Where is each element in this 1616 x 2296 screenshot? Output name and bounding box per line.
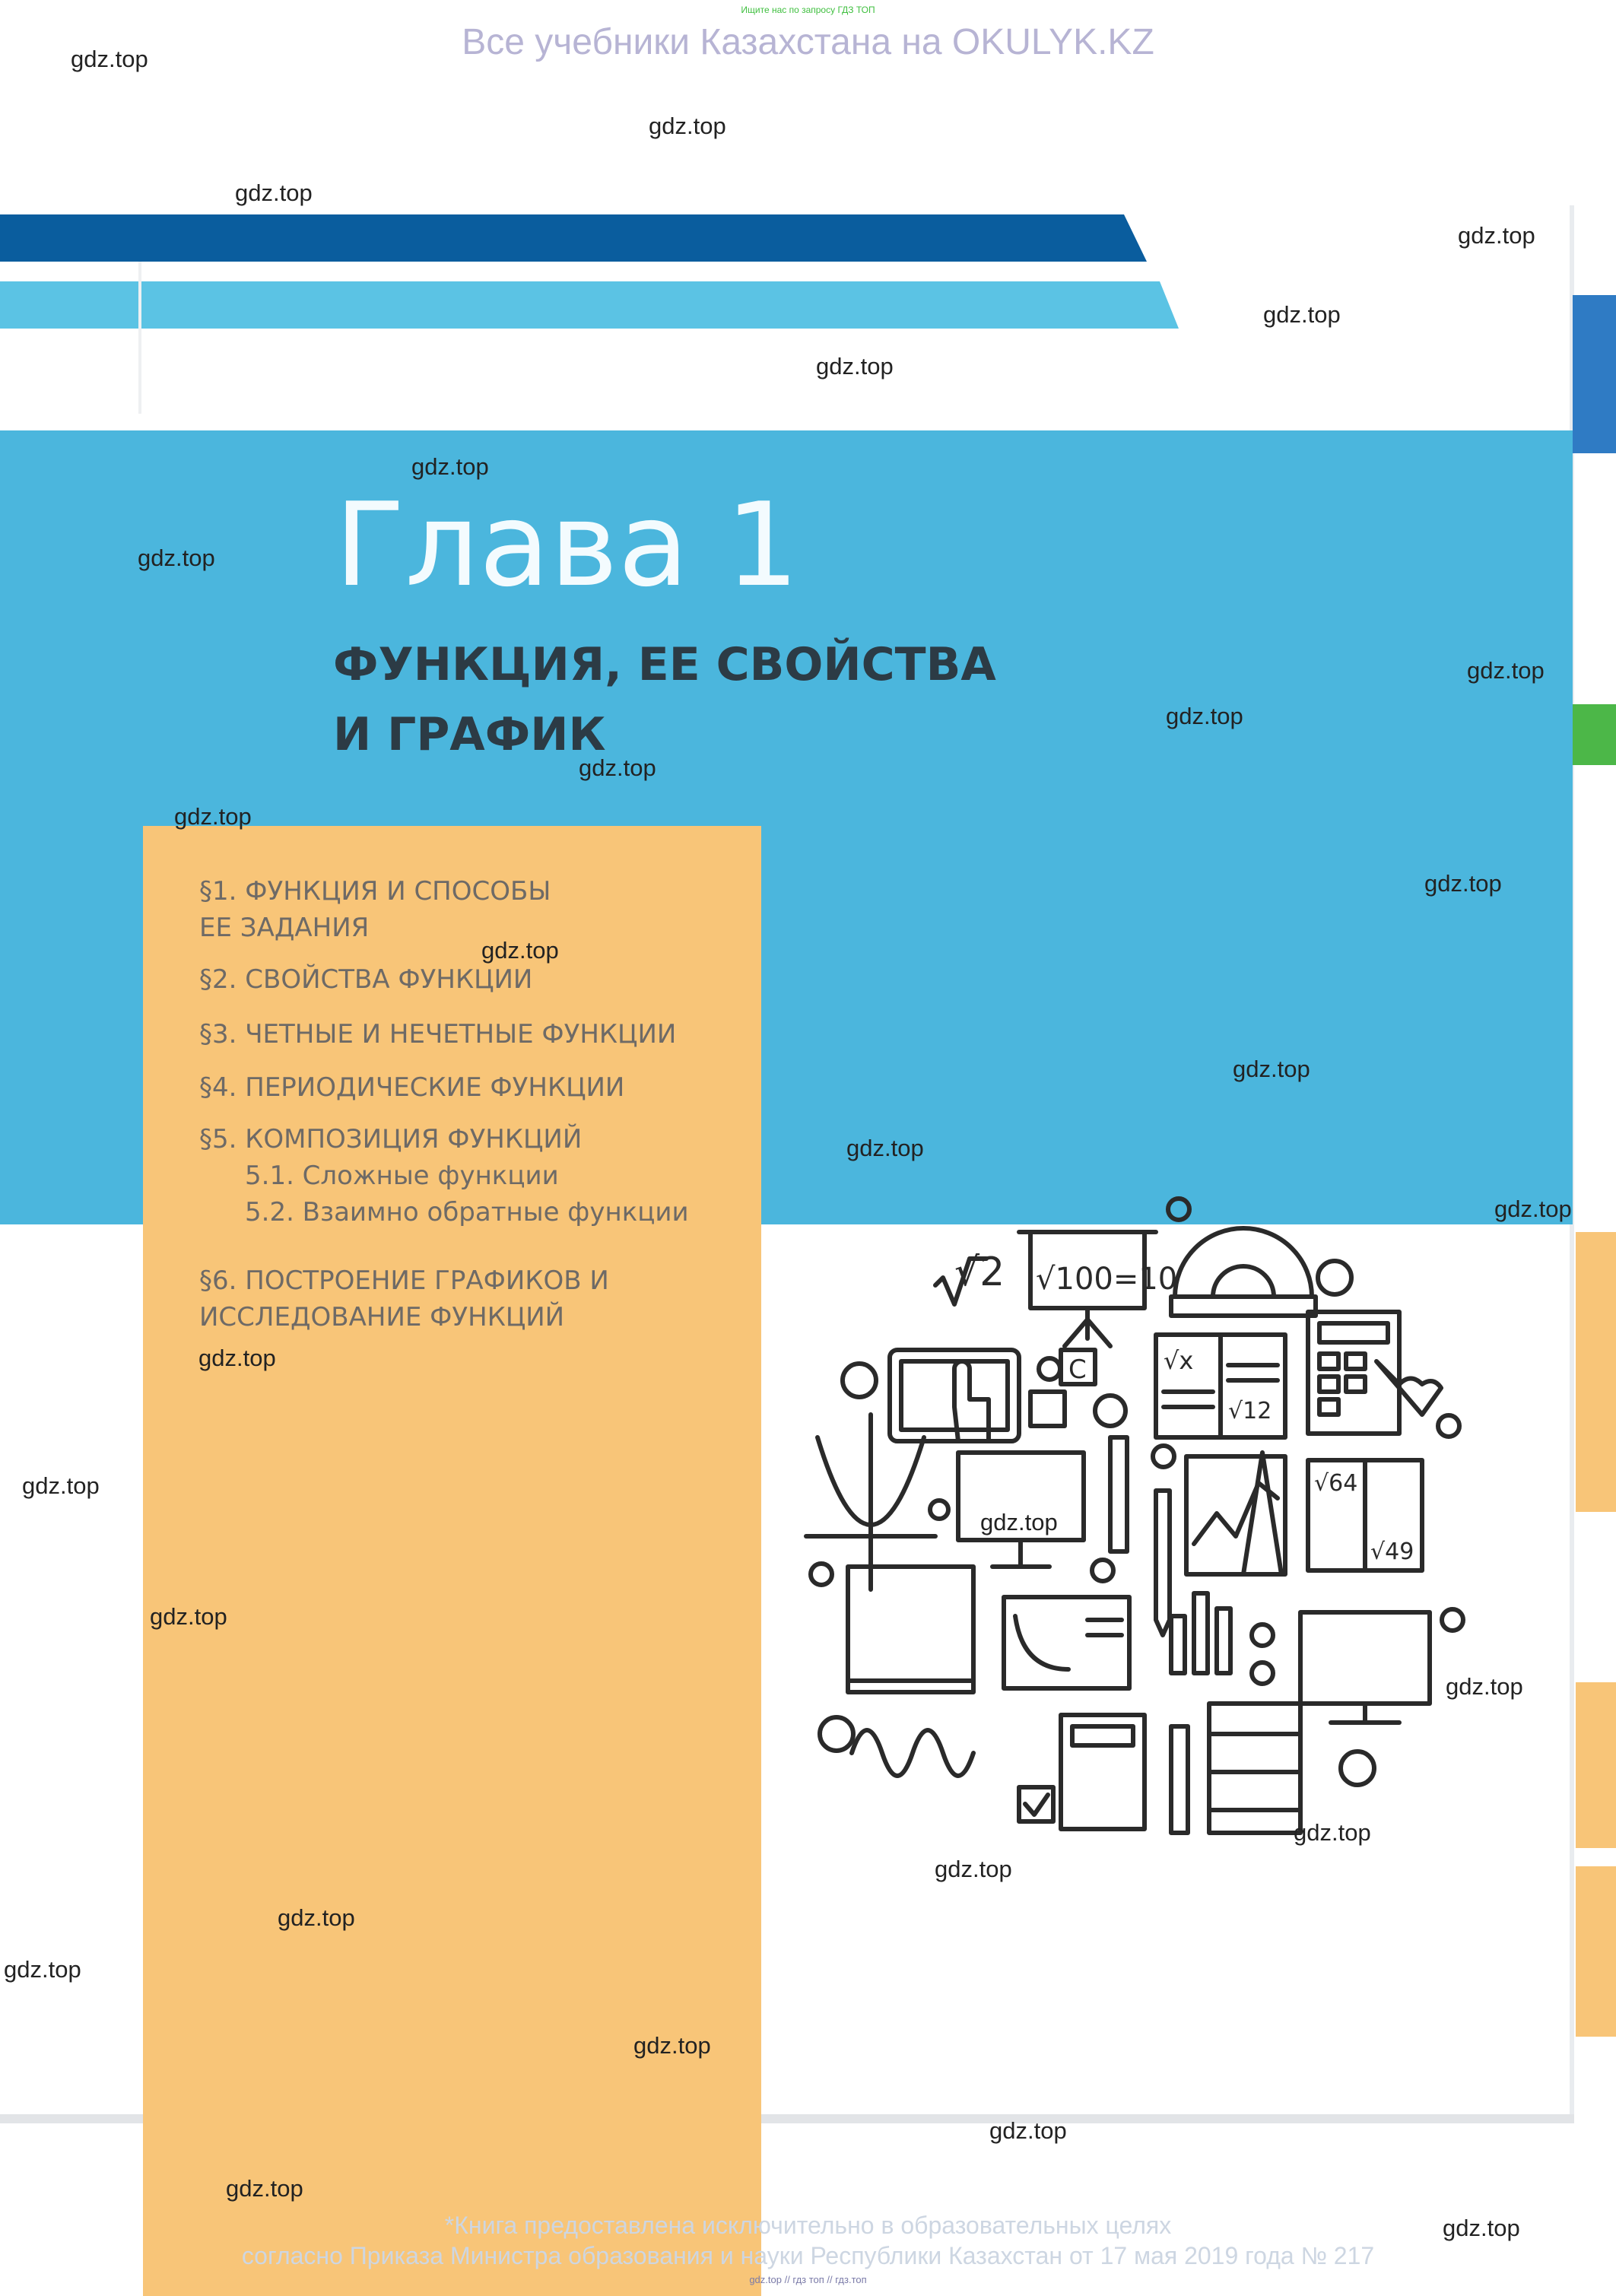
math-icons-illustration — [798, 1186, 1483, 1871]
circle-icon — [820, 1717, 853, 1751]
doc-icon — [1030, 1392, 1065, 1426]
side-tab-blue — [1573, 295, 1616, 453]
circle-icon — [1168, 1199, 1189, 1220]
watermark: gdz.top — [1263, 301, 1341, 328]
circle-icon — [1318, 1261, 1351, 1294]
chapter-subtitle-line1: ФУНКЦИЯ, ЕЕ СВОЙСТВА — [333, 638, 996, 691]
chapter-subtitle-line2: И ГРАФИК — [333, 708, 606, 761]
watermark: gdz.top — [649, 113, 726, 139]
abacus-icon — [1209, 1704, 1300, 1833]
circle-icon — [843, 1364, 876, 1397]
watermark: gdz.top — [174, 803, 252, 830]
dark-blue-stripe — [0, 214, 1147, 262]
watermark: gdz.top — [1467, 657, 1545, 684]
watermark: gdz.top — [935, 1856, 1012, 1882]
desktop-icon — [1300, 1612, 1430, 1704]
sqrt2-label: √2 — [954, 1250, 1005, 1295]
toc-item-3[interactable]: §3. ЧЕТНЫЕ И НЕЧЕТНЫЕ ФУНКЦИИ — [199, 1019, 677, 1050]
footer-line-1: *Книга предоставлена исключительно в образовательных целях — [444, 2212, 1172, 2239]
circle-icon — [1039, 1358, 1060, 1380]
circle-icon — [1095, 1396, 1125, 1426]
watermark: gdz.top — [633, 2032, 711, 2059]
circle-icon — [1252, 1662, 1273, 1684]
watermark: gdz.top — [1424, 870, 1502, 897]
watermark: gdz.top — [411, 453, 489, 480]
toc-item-4[interactable]: §4. ПЕРИОДИЧЕСКИЕ ФУНКЦИИ — [199, 1072, 625, 1103]
book-label-sqrt64: √64 — [1314, 1470, 1358, 1497]
watermark: gdz.top — [22, 1472, 100, 1499]
footer-links[interactable]: gdz.top // гдз топ // гдз.топ — [749, 2274, 867, 2285]
circle-icon — [930, 1500, 948, 1519]
laptop-icon — [848, 1567, 973, 1681]
book-label-sqrtx: √x — [1164, 1346, 1194, 1375]
toc-item-6[interactable]: §6. ПОСТРОЕНИЕ ГРАФИКОВ И ИССЛЕДОВАНИЕ ФУНКЦИЙ — [199, 1265, 609, 1332]
watermark: gdz.top — [226, 2175, 303, 2202]
circle-icon — [1153, 1446, 1174, 1467]
chapter-heading: Глава 1 — [335, 478, 799, 612]
circle-icon — [1442, 1609, 1463, 1631]
circle-icon — [811, 1564, 832, 1585]
toc-panel — [143, 826, 761, 2296]
watermark: gdz.top — [989, 2117, 1067, 2144]
book-label-sqrt49: √49 — [1370, 1539, 1414, 1565]
ruler-icon — [1171, 1726, 1188, 1833]
side-tab-orange-2 — [1576, 1682, 1616, 1848]
site-title[interactable]: Все учебники Казахстана на OKULYK.KZ — [462, 22, 1154, 62]
watermark: gdz.top — [1166, 703, 1243, 729]
watermark: gdz.top — [1494, 1196, 1572, 1222]
circle-icon — [1341, 1751, 1374, 1785]
watermark: gdz.top — [278, 1904, 355, 1931]
light-blue-stripe — [0, 281, 1179, 329]
watermark: gdz.top — [1294, 1819, 1371, 1846]
watermark: gdz.top — [1458, 222, 1535, 249]
toc-subitem-5-1[interactable]: 5.1. Сложные функции — [245, 1161, 559, 1191]
side-tab-orange-1 — [1576, 1232, 1616, 1512]
side-tab-orange-3 — [1576, 1866, 1616, 2037]
hand-icon — [1376, 1361, 1441, 1415]
book-label-sqrt12: √12 — [1228, 1398, 1272, 1424]
c-label: C — [1068, 1354, 1087, 1385]
side-tab-green — [1573, 704, 1616, 765]
toc-item-1[interactable]: §1. ФУНКЦИЯ И СПОСОБЫ ЕЕ ЗАДАНИЯ — [199, 876, 551, 943]
watermark: gdz.top — [1443, 2215, 1520, 2241]
toc-subitem-5-2[interactable]: 5.2. Взаимно обратные функции — [245, 1197, 689, 1227]
watermark: gdz.top — [150, 1603, 227, 1630]
circle-icon — [1092, 1560, 1113, 1581]
board-label: √100=10 — [1036, 1262, 1178, 1297]
ruler-icon — [1110, 1437, 1127, 1551]
compass-icon — [1243, 1453, 1281, 1574]
chapter-subtitle — [333, 630, 996, 770]
footer-note — [0, 2210, 1616, 2271]
circle-icon — [1252, 1624, 1273, 1646]
watermark: gdz.top — [138, 545, 215, 571]
footer-line-2: согласно Приказа Министра образования и науки Республики Казахстан от 17 мая 2019 года № 217 — [241, 2242, 1375, 2269]
watermark: gdz.top — [579, 754, 656, 781]
bar-chart-icon — [1171, 1593, 1230, 1673]
watermark: gdz.top — [846, 1135, 924, 1161]
toc-item-2[interactable]: §2. СВОЙСТВА ФУНКЦИИ — [199, 964, 533, 995]
pencil-icon — [1156, 1491, 1170, 1635]
protractor-icon — [1175, 1228, 1312, 1297]
watermark: gdz.top — [481, 937, 559, 964]
watermark: gdz.top — [816, 353, 894, 379]
watermark: gdz.top — [4, 1956, 81, 1983]
top-note: Ищите нас по запросу ГДЗ ТОП — [741, 5, 875, 15]
watermark: gdz.top — [1233, 1056, 1310, 1082]
watermark: gdz.top — [980, 1509, 1058, 1535]
watermark: gdz.top — [1446, 1673, 1523, 1700]
circle-icon — [1438, 1415, 1459, 1437]
watermark: gdz.top — [198, 1345, 276, 1371]
watermark: gdz.top — [71, 46, 148, 72]
toc-item-5[interactable]: §5. КОМПОЗИЦИЯ ФУНКЦИЙ — [199, 1124, 583, 1154]
watermark: gdz.top — [235, 179, 313, 206]
sine-wave-icon — [852, 1730, 973, 1776]
